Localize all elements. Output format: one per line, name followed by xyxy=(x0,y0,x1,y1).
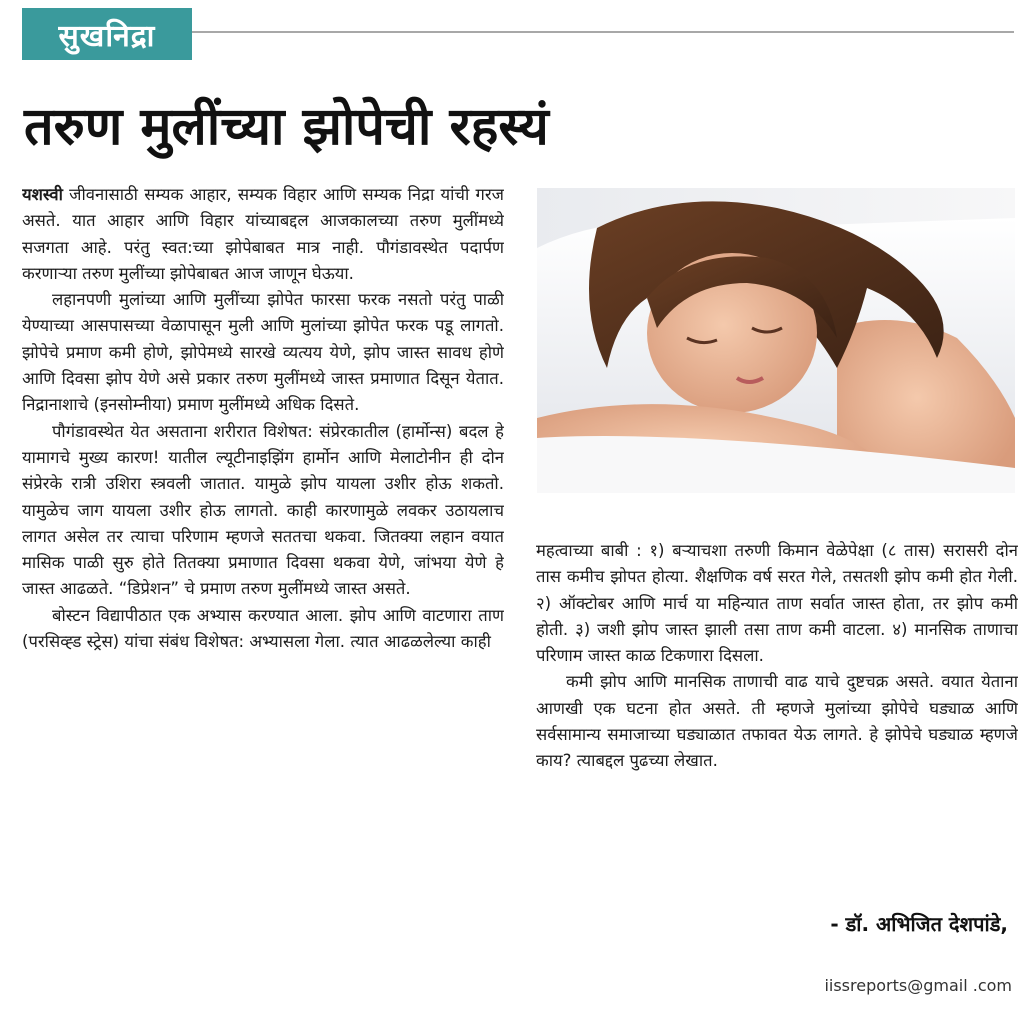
header-rule xyxy=(192,31,1014,33)
contact-email: iissreports@gmail .com xyxy=(824,976,1012,995)
paragraph-intro xyxy=(22,182,504,287)
paragraph-intro-text: जीवनासाठी सम्यक आहार, सम्यक विहार आणि सम्यक निद्रा यांची गरज असते. यात आहार आणि विहार यांच्याबद्दल आजकालच्या तरुण मुलींमध्ये सजगता आहे. परंतु स्वत:च्या झोपेबाबत मात्र नाही. पौगंडावस्थेत पदार्पण करणाऱ्या तरुण मुलींच्या झोपेबाबत आज जाणून घेऊया. xyxy=(22,185,504,283)
lead-word: यशस्वी xyxy=(22,185,63,204)
paragraph-conclusion: कमी झोप आणि मानसिक ताणाची वाढ याचे दुष्टचक्र असते. वयात येताना आणखी एक घटना होत असते. ती म्हणजे मुलांच्या झोपेचे घड्याळ आणि सर्वसामान्य समाजाच्या घड्याळात तफावत येऊ लागते. हे झोपेचे घड्याळ म्हणजे काय? त्याबद्दल पुढच्या लेखात. xyxy=(536,672,1018,771)
paragraph-childhood: लहानपणी मुलांच्या आणि मुलींच्या झोपेत फारसा फरक नसतो परंतु पाळी येण्याच्या आसपासच्या वेळापासून मुली आणि मुलांच्या झोपेत फरक पडू लागतो. झोपेचे प्रमाण कमी होणे, झोपेमध्ये सारखे व्यत्यय येणे, झोप जास्त सावध होणे आणि दिवसा झोप येणे असे प्रकार तरुण मुलींमध्ये जास्त प्रमाणात दिसून येतात. निद्रानाशाचे (इनसोम्नीया) प्रमाण मुलींमध्ये अधिक दिसते. xyxy=(22,290,504,415)
article-column-right xyxy=(536,538,1018,888)
paragraph-boston-study: बोस्टन विद्यापीठात एक अभ्यास करण्यात आला. झोप आणि वाटणारा ताण (परसिव्ह्ड स्ट्रेस) यांचा संबंध विशेषत: अभ्यासला गेला. त्यात आढळलेल्या काही xyxy=(22,605,504,652)
headline: तरुण मुलींच्या झोपेची रहस्यं xyxy=(24,97,549,157)
paragraph-hormones: पौगंडावस्थेत येत असताना शरीरात विशेषत: संप्रेरकातील (हार्मोन्स) बदल हे यामागचे मुख्य कारण! यातील ल्यूटीनाइझिंग हार्मोन आणि मेलाटोनीन ही दोन संप्रेरके रात्री उशिरा स्त्रवली जातात. यामुळे झोप यायला उशीर होऊ शकतो. यामुळेच जाग यायला उशीर होऊ लागतो. काही कारणामुळे लवकर उठायलाच लागत असेल तर त्याचा परिणाम म्हणजे सततचा थकवा. जितक्या लहान वयात मासिक पाळी सुरु होते तितक्या प्रमाणात दिवसा थकवा येणे, जांभया येणे हे जास्त आढळते. “डिप्रेशन” चे प्रमाण तरुण मुलींमध्ये जास्त असते. xyxy=(22,421,504,599)
author-byline: - डॉ. अभिजित देशपांडे, xyxy=(830,912,1008,936)
section-tag: सुखनिद्रा xyxy=(22,8,192,60)
paragraph-findings: महत्वाच्या बाबी : १) बऱ्याचशा तरुणी किमान वेळेपेक्षा (८ तास) सरासरी दोन तास कमीच झोपत होत्या. शैक्षणिक वर्ष सरत गेले, तसतशी झोप कमी होत गेली. २) ऑक्टोबर आणि मार्च या महिन्यात ताण सर्वात जास्त होता, तर झोप कमी होती. ३) जशी झोप जास्त झाली तसा ताण कमी वाटला. ४) मानसिक ताणाचा परिणाम जास्त काळ टिकणारा दिसला. xyxy=(536,541,1018,666)
sleeping-woman-photo xyxy=(537,188,1015,493)
article-column-left xyxy=(22,182,504,1002)
